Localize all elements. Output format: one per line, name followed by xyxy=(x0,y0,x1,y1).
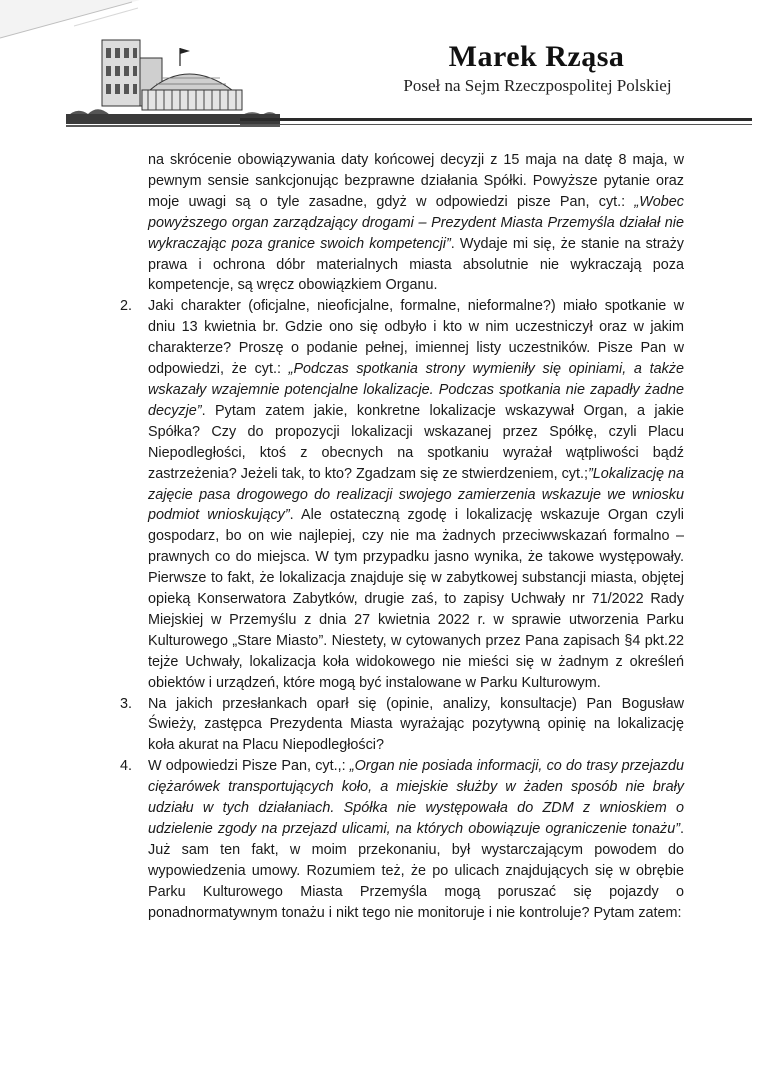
question-quote: „Organ nie posiada informacji, co do trasy przejazdu ciężarówek transportujących koło, a miejskie służby w żaden sposób nie brały udziału w tych działaniach. Spółka nie występowała do ZDM z wnioskiem o udzielenie zgody na przejazd ulicami, na których obowiązuje ograniczenie tonażu” xyxy=(148,758,684,837)
question-quote: ”Lokalizację na zajęcie pasa drogowego do realizacji swojego zamierzenia wskazuje we wniosku podmiot wnioskujący” xyxy=(148,465,684,524)
question-text-part: . Pytam zatem jakie, konkretne lokalizacje wskazywał Organ, a jakie Spółka? Czy do propozycji lokalizacji wskazanej przez Spółkę, czyli Placu Niepodległości, ktoś z obecnych na spotkaniu wyrażał wątpliwości bądź zastrzeżenia? Jeżeli tak, to kto? Zgadzam się ze stwierdzeniem, cyt.; xyxy=(148,402,684,482)
question-item-4 xyxy=(120,756,684,923)
intro-text: na skrócenie obowiązywania daty końcowej decyzji z 15 maja na datę 8 maja, w pewnym sensie sankcjonując bezprawne działania Spółki. Powyższe pytanie oraz moje uwagi są o tyle zasadne, gdyż w odpowiedzi pisze Pan, cyt.: xyxy=(148,152,684,210)
question-text-part: Na jakich przesłankach oparł się (opinie, analizy, konsultacje) Pan Bogusław Świeży, zastępca Prezydenta Miasta wyrażając pozytywną opinię na lokalizację koła akurat na Placu Niepodległości? xyxy=(148,695,684,754)
question-list xyxy=(120,296,684,923)
question-text xyxy=(148,756,684,923)
intro-text-cont: . Wydaje mi się, że stanie na straży prawa i ochrona dóbr materialnych miasta absolutnie nie wykraczają poza kompetencje, są wręcz obowiązkiem Organu. xyxy=(148,235,684,294)
intro-paragraph xyxy=(148,150,684,296)
question-item-2 xyxy=(120,296,684,693)
question-quote: „Podczas spotkania strony wymieniły się opiniami, a także wskazały wzajemnie potencjalne lokalizacje. Podczas spotkania nie zapadły żadne decyzje” xyxy=(148,361,684,419)
letter-body xyxy=(120,150,684,924)
question-text-part: . Już sam ten fakt, w moim przekonaniu, był wystarczającym powodem do wypowiedzenia umowy. Rozumiem też, że po ulicach znajdujących się w obrębie Parku Kulturowego Miasta Przemyśla mogą poruszać się pojazdy o ponadnormatywnym tonażu i nikt tego nie monitoruje i nie kontroluje? Pytam zatem: xyxy=(148,821,684,921)
question-number: 3. xyxy=(120,695,133,712)
letterhead-title: Poseł na Sejm Rzeczpospolitej Polskiej xyxy=(403,76,672,95)
intro-quote: „Wobec powyższego organ zarządzający drogami – Prezydent Miasta Przemyśla działał nie wykraczając poza granice swoich kompetencji” xyxy=(148,193,684,252)
question-text-part: . Ale ostateczną zgodę i lokalizację wskazuje Organ czyli gospodarz, bo on wie najlepiej, czy nie ma żadnych przeciwwskazań formalno – prawnych co do miejsca. W tym przypadku jasno wynika, że takowe występowały. Pierwsze to fakt, że lokalizacja znajduje się w zabytkowej substancji miasta, objętej opieką Konserwatora Zabytków, drugie zaś, to zapisy Uchwały nr 71/2022 Rady Miejskiej w Przemyślu z dnia 27 kwietnia 2022 r. w sprawie utworzenia Parku Kulturowego „Stare Miasto”. Niestety, w cytowanych przez Pana zapisach §4 pkt.22 tejże Uchwały, lokalizacja koła widokowego nie mieści się w żadnym z określeń obiektów i urządzeń, które mogą być instalowane w Parku Kulturowym. xyxy=(148,507,684,691)
letterhead-name: Marek Rząsa xyxy=(448,40,625,73)
question-item-3 xyxy=(120,694,684,757)
question-text xyxy=(148,296,684,693)
question-number: 4. xyxy=(120,758,133,775)
question-text-part: W odpowiedzi Pisze Pan, cyt.,: xyxy=(148,758,350,775)
question-number: 2. xyxy=(120,298,133,315)
question-text-part: Jaki charakter (oficjalne, nieoficjalne, formalne, nieformalne?) miało spotkanie w dniu 13 kwietnia br. Gdzie ono się odbyło i kto w nim uczestniczył oraz w jakim charakterze? Proszę o podanie pełnej, imiennej listy uczestników. Pisze Pan w odpowiedzi, że cyt.: xyxy=(148,298,684,378)
letterhead-rule xyxy=(240,118,752,121)
letterhead-rule-thin xyxy=(240,124,752,125)
question-text xyxy=(148,694,684,757)
sejm-building-icon xyxy=(62,18,282,130)
